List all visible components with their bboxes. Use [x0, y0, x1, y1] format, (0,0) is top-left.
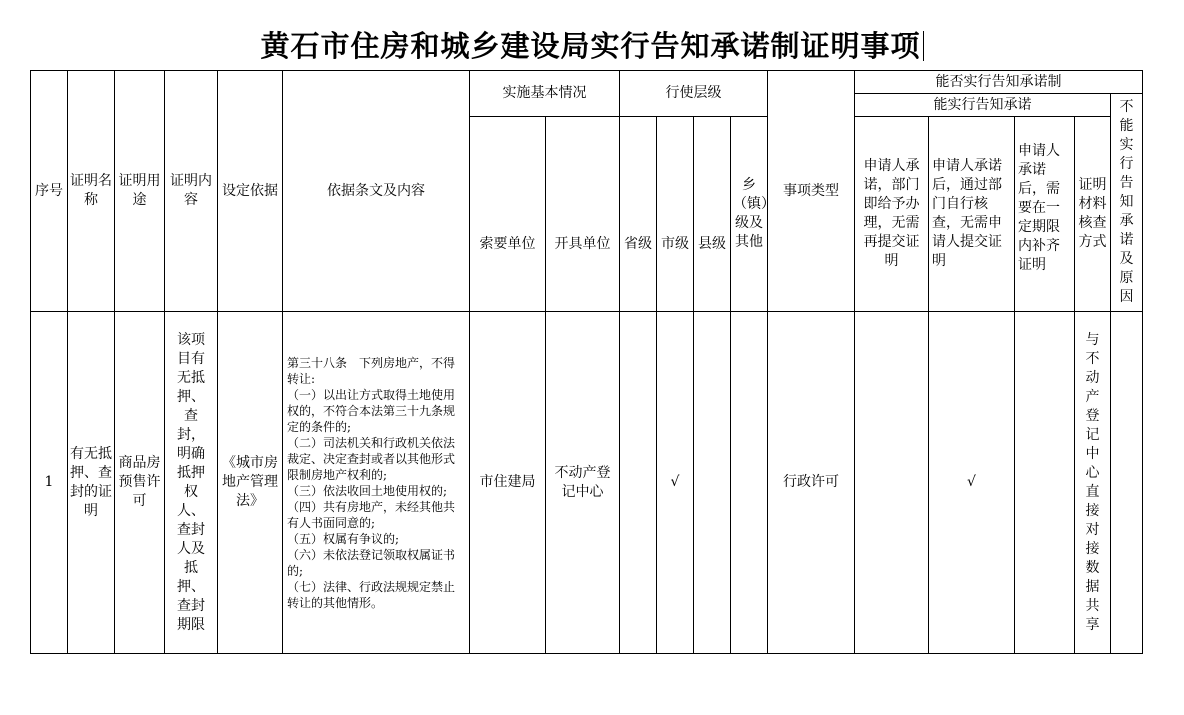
cell-issue-unit: 不动产登记中心: [546, 312, 620, 654]
header-cannot: 不能实行告知承诺及原因: [1111, 94, 1143, 312]
clause-line: （七）法律、行政法规规定禁止转让的其他情形。: [287, 579, 456, 610]
header-can-commit: 能实行告知承诺: [855, 94, 1111, 117]
matters-table: [30, 70, 1143, 654]
cell-request-unit: 市住建局: [470, 312, 546, 654]
header-level: 行使层级: [620, 71, 768, 117]
text-cursor: [923, 31, 924, 61]
cell-type: 行政许可: [768, 312, 855, 654]
cell-level-town: [731, 312, 768, 654]
cell-name: 有无抵押、查封的证明: [68, 312, 115, 654]
table-row: [31, 312, 1143, 654]
header-type: 事项类型: [768, 71, 855, 312]
cell-opt2: √: [929, 312, 1015, 654]
header-content: 证明内容: [165, 71, 218, 312]
header-purpose: 证明用途: [115, 71, 165, 312]
header-clause: 依据条文及内容: [283, 71, 470, 312]
header-opt2: 申请人承诺后，通过部门自行核查，无需申请人提交证明: [929, 117, 1015, 312]
cell-clause: [283, 312, 470, 654]
cell-level-city: √: [657, 312, 694, 654]
clause-line: （一）以出让方式取得土地使用权的，不符合本法第三十九条规定的条件的;: [287, 387, 456, 434]
header-level-city: 市级: [657, 117, 694, 312]
header-verify: 证明材料核查方式: [1075, 117, 1111, 312]
cell-basis: 《城市房地产管理法》: [218, 312, 283, 654]
clause-line: 第三十八条 下列房地产，不得转让:: [287, 355, 456, 386]
clause-line: （二）司法机关和行政机关依法裁定、决定查封或者以其他形式限制房地产权利的;: [287, 435, 456, 482]
clause-line: （六）未依法登记领取权属证书的;: [287, 547, 456, 578]
cell-content: 该项目有无抵押、查封，明确抵押权人、查封人及抵押、查封期限: [165, 312, 218, 654]
header-issue-unit: 开具单位: [546, 117, 620, 312]
cell-purpose: 商品房预售许可: [115, 312, 165, 654]
header-seq: 序号: [31, 71, 68, 312]
cell-level-prov: [620, 312, 657, 654]
header-opt1: 申请人承诺，部门即给予办理，无需再提交证明: [855, 117, 929, 312]
cell-opt1: [855, 312, 929, 654]
header-request-unit: 索要单位: [470, 117, 546, 312]
header-level-prov: 省级: [620, 117, 657, 312]
clause-line: （五）权属有争议的;: [287, 531, 400, 546]
header-impl: 实施基本情况: [470, 71, 620, 117]
header-basis: 设定依据: [218, 71, 283, 312]
header-level-town: 乡（镇）级及其他: [731, 117, 768, 312]
clause-line: （四）共有房地产，未经其他共有人书面同意的;: [287, 499, 456, 530]
header-name: 证明名称: [68, 71, 115, 312]
page-title: 黄石市住房和城乡建设局实行告知承诺制证明事项: [0, 26, 1184, 66]
header-level-county: 县级: [694, 117, 731, 312]
cell-cannot: [1111, 312, 1143, 654]
cell-verify: 与不动产登记中心直接对接数据共享: [1075, 312, 1111, 654]
cell-seq: 1: [31, 312, 68, 654]
header-opt3: 申请人承诺后，需要在一定期限内补齐证明: [1015, 117, 1075, 312]
cell-level-county: [694, 312, 731, 654]
clause-line: （三）依法收回土地使用权的;: [287, 483, 448, 498]
cell-opt3: [1015, 312, 1075, 654]
header-can-commit-group: 能否实行告知承诺制: [855, 71, 1143, 94]
